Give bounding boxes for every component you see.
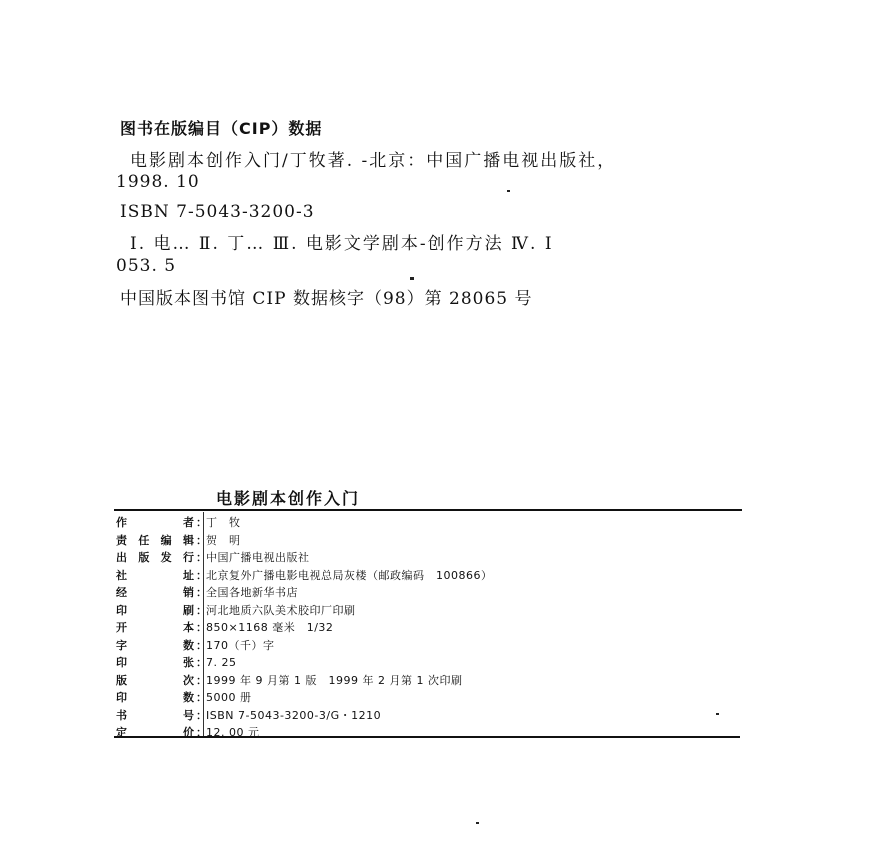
row-label-char: 次 [183,673,194,687]
row-label-char: 辑 [182,533,194,547]
row-label [116,637,196,653]
colophon-row [116,671,462,689]
top-rule [114,509,742,511]
row-value: 12. 00 元 [206,726,260,739]
scan-speck [716,713,719,715]
row-value: 850×1168 毫米 1/32 [206,621,334,634]
row-label-char: 定 [116,726,127,739]
row-label-char: 发 [160,551,172,564]
colophon-row [116,531,241,549]
row-colon: ： [196,656,207,669]
row-label [116,654,196,670]
row-colon: ： [196,673,207,687]
cip-heading: 图书在版编目（CIP）数据 [120,119,323,138]
colophon-row [116,706,381,724]
row-label-char: 字 [116,638,127,652]
row-label-char: 者 [183,516,194,529]
colophon-row [116,618,333,636]
row-label [116,707,196,723]
colophon-row [116,583,298,601]
row-label-char: 社 [116,568,127,582]
row-colon: ： [196,691,207,704]
colophon-title: 电影剧本创作入门 [216,489,361,508]
row-label-char: 印 [116,656,127,669]
row-label-char: 开 [116,621,127,634]
row-colon: ： [196,726,207,739]
row-colon: ： [196,516,207,529]
row-label-char: 印 [116,603,127,617]
colophon-row [116,688,252,706]
row-value: 贺 明 [206,533,241,547]
colophon-row [116,548,310,566]
row-label-char: 址 [183,568,194,582]
row-label [116,532,196,548]
colophon-row [116,636,275,654]
row-value: 全国各地新华书店 [206,586,298,599]
colophon-row [116,513,241,531]
row-label [116,619,196,635]
row-value: 河北地质六队美术胶印厂印刷 [206,603,356,617]
cip-title-line: 电影剧本创作入门/丁牧著. -北京：中国广播电视出版社， [130,151,617,171]
row-label [116,584,196,600]
row-label-char: 作 [116,516,127,529]
row-colon: ： [196,638,207,652]
row-label [116,514,196,530]
row-value: 北京复外广播电影电视总局灰楼（邮政编码 100866） [206,568,493,582]
row-value: 5000 册 [206,691,252,704]
row-value: 7. 25 [206,655,237,669]
colophon-row [116,723,259,741]
colophon-row [116,653,237,671]
row-colon: ： [196,603,207,617]
row-label-char: 价 [183,726,194,739]
scan-speck [507,190,510,192]
row-label-char: 数 [183,638,194,652]
row-value: 170（千）字 [206,638,275,652]
row-label-char: 本 [183,621,194,634]
row-value: 1999 年 9 月第 1 版 1999 年 2 月第 1 次印刷 [206,673,463,687]
row-label-char: 数 [183,691,194,704]
row-label-char: 刷 [183,603,194,617]
row-colon: ： [196,551,207,564]
row-label-char: 书 [116,708,127,722]
row-colon: ： [196,621,207,634]
colophon-row [116,566,493,584]
row-label [116,567,196,583]
row-label-char: 号 [183,708,194,722]
row-label-char: 经 [116,586,127,599]
row-label-char: 责 [116,533,127,547]
row-label-char: 出 [116,551,127,564]
row-label-char: 印 [116,691,127,704]
row-label-char: 任 [138,533,150,547]
row-colon: ： [196,586,207,599]
row-label [116,672,196,688]
row-colon: ： [196,533,207,547]
row-value: 丁 牧 [206,516,241,529]
row-value: 中国广播电视出版社 [206,551,310,564]
bottom-rule [114,736,740,738]
row-label-char: 版 [138,551,150,564]
cip-isbn-line: ISBN 7-5043-3200-3 [120,202,315,222]
row-label-char: 销 [183,586,194,599]
scan-speck [476,822,479,824]
row-colon: ： [196,708,207,722]
row-label-char: 编 [160,533,172,547]
row-label-char: 张 [183,656,194,669]
cip-date-line: 1998. 10 [116,172,200,192]
cip-classification-line: 053. 5 [116,256,177,276]
scan-speck [410,277,414,280]
cip-record-number-line: 中国版本图书馆 CIP 数据核字（98）第 28065 号 [120,289,533,309]
row-label-char: 行 [182,551,194,564]
row-label-char: 版 [116,673,127,687]
row-colon: ： [196,568,207,582]
row-label [116,549,196,565]
cip-subject-line: Ⅰ. 电… Ⅱ. 丁… Ⅲ. 电影文学剧本-创作方法 Ⅳ. I [130,234,554,254]
row-label [116,689,196,705]
row-label [116,602,196,618]
row-value: ISBN 7-5043-3200-3/G・1210 [206,708,382,722]
colophon-row [116,601,356,619]
